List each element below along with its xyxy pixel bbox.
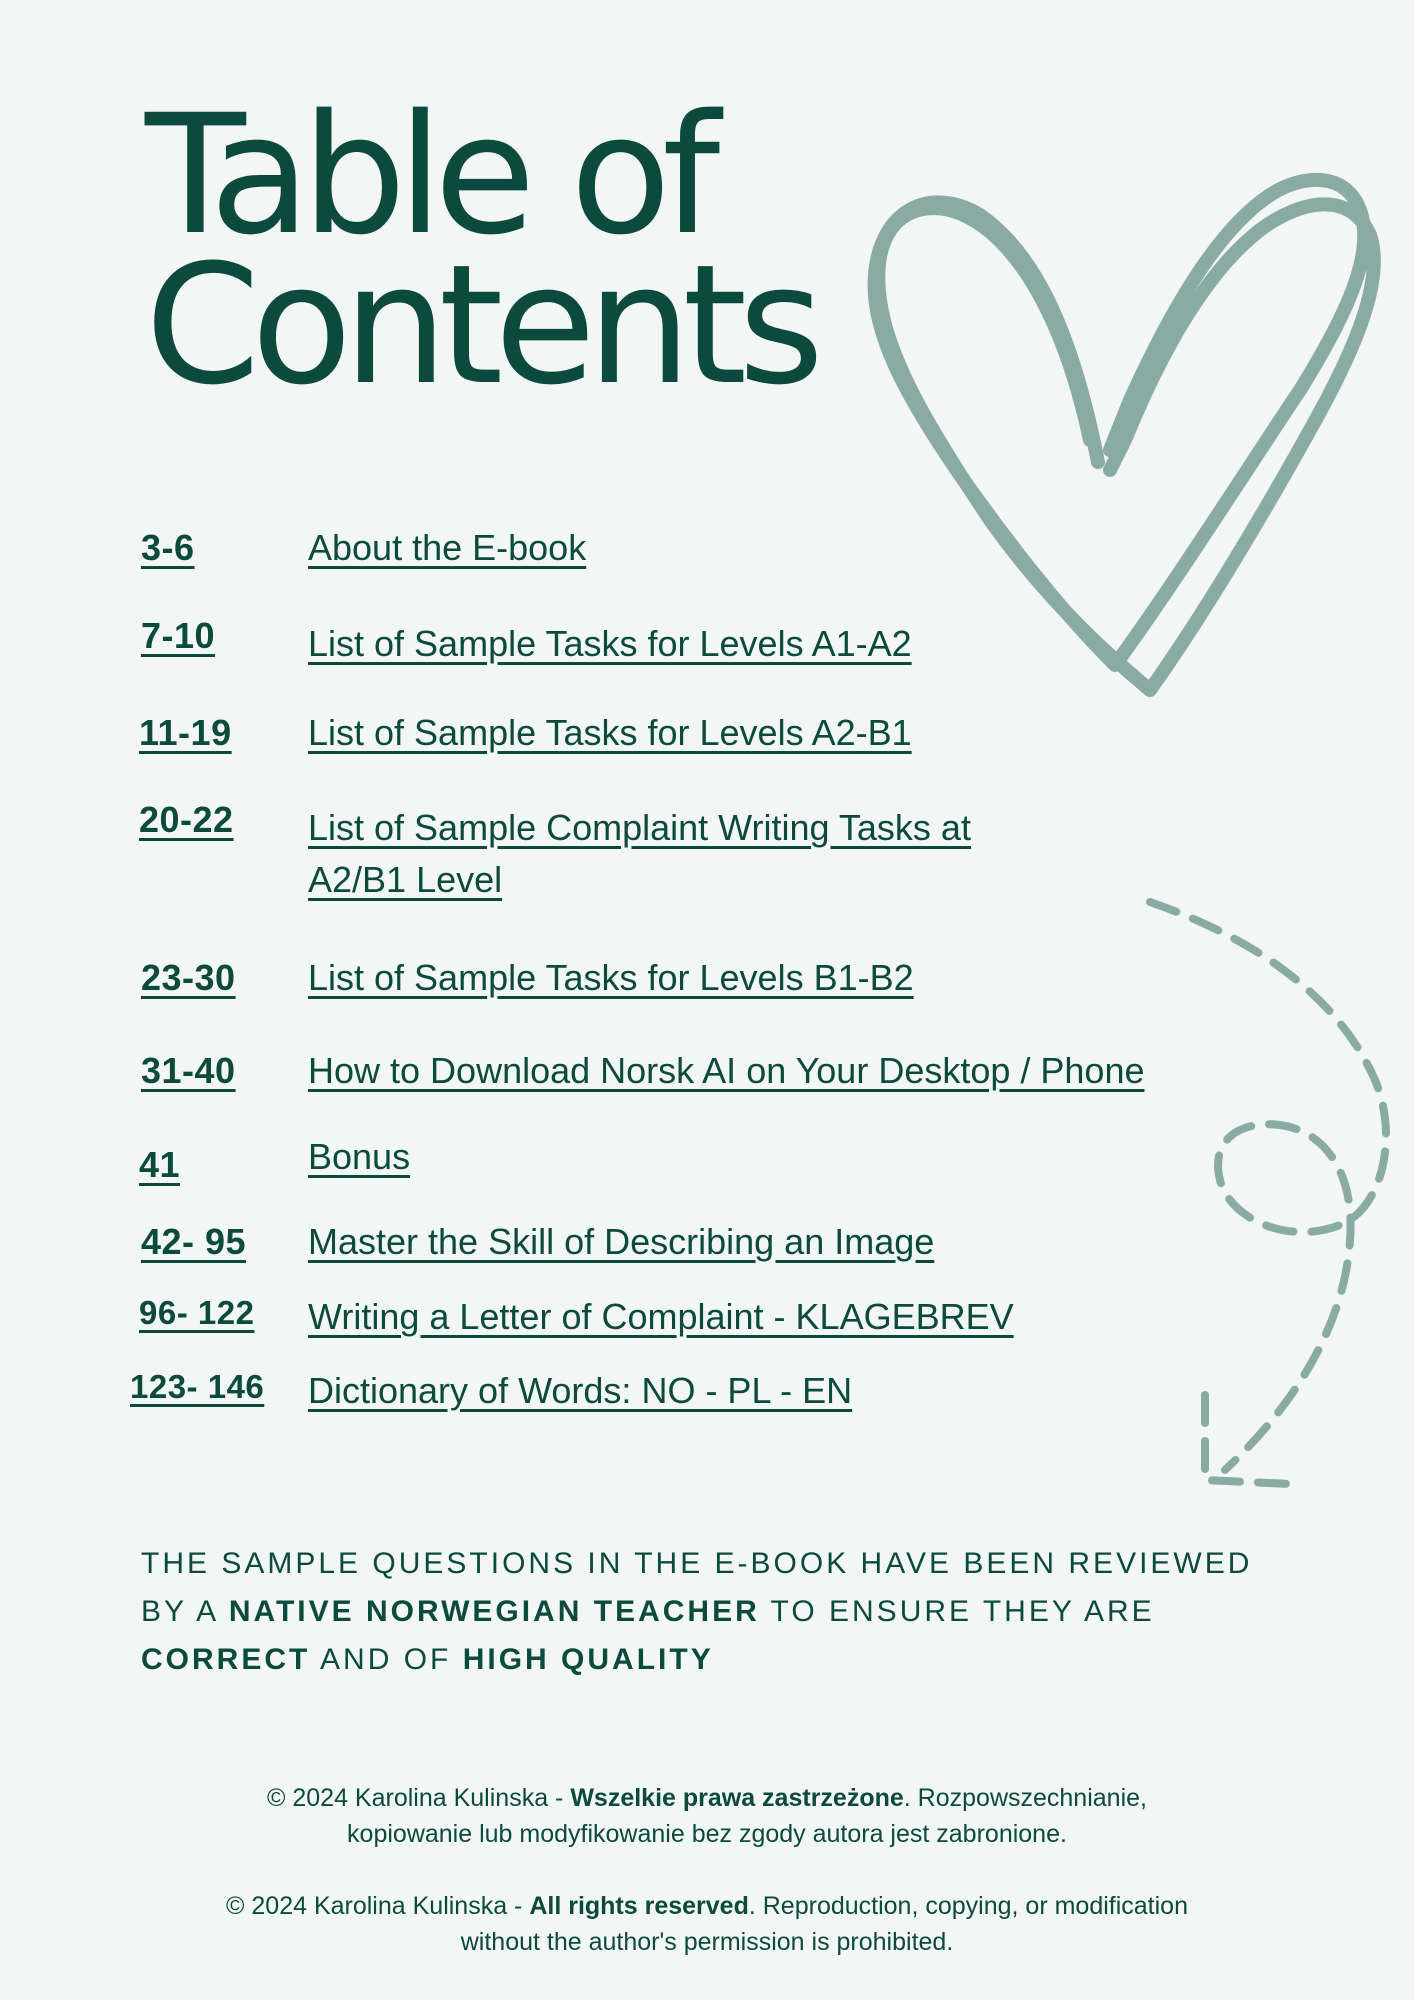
toc-link[interactable]: List of Sample Complaint Writing Tasks at: [308, 807, 971, 848]
toc-page-range: 7-10: [141, 615, 216, 656]
toc-link[interactable]: List of Sample Tasks for Levels A2-B1: [308, 712, 912, 753]
toc-page-range: 42- 95: [141, 1221, 247, 1262]
title-line-2: Contents: [145, 229, 816, 421]
toc-page-range: 3-6: [141, 527, 195, 568]
toc-link-continued[interactable]: A2/B1 Level: [308, 859, 503, 900]
toc-link[interactable]: Master the Skill of Describing an Image: [308, 1221, 935, 1262]
copyright-english: [0, 1888, 1414, 1960]
note-emphasis: CORRECT: [141, 1643, 311, 1676]
toc-link[interactable]: Bonus: [308, 1136, 411, 1177]
review-note: [141, 1540, 1261, 1684]
note-text: TO ENSURE THEY ARE: [759, 1595, 1155, 1628]
title-line-1: Table of: [145, 79, 712, 271]
page-title: [145, 79, 816, 421]
toc-link[interactable]: How to Download Norsk AI on Your Desktop / Phone: [308, 1050, 1145, 1091]
copyright-prefix: © 2024 Karolina Kulinska -: [267, 1784, 571, 1812]
toc-page-range: 11-19: [139, 712, 232, 753]
toc-page-range: 123- 146: [130, 1368, 265, 1405]
copyright-prefix: © 2024 Karolina Kulinska -: [226, 1892, 530, 1920]
copyright-line-2: without the author's permission is prohibited.: [460, 1928, 954, 1956]
toc-link[interactable]: List of Sample Tasks for Levels B1-B2: [308, 957, 914, 998]
toc-link[interactable]: About the E-book: [308, 527, 587, 568]
toc-page-range: 96- 122: [139, 1294, 255, 1331]
toc-page-range: 20-22: [139, 799, 234, 840]
toc-page-range: 31-40: [141, 1050, 236, 1091]
copyright-bold: All rights reserved: [529, 1892, 749, 1920]
toc-link[interactable]: Dictionary of Words: NO - PL - EN: [308, 1370, 853, 1411]
note-text: THE SAMPLE QUESTIONS IN THE E-BOOK HAVE BEEN REVIEWED BY A: [141, 1547, 1253, 1628]
copyright-polish: [0, 1780, 1414, 1852]
copyright-line-2: kopiowanie lub modyfikowanie bez zgody autora jest zabronione.: [347, 1820, 1067, 1848]
note-emphasis: NATIVE NORWEGIAN TEACHER: [228, 1595, 760, 1628]
copyright-bold: Wszelkie prawa zastrzeżone: [570, 1784, 904, 1812]
note-text: AND OF: [310, 1643, 463, 1676]
copyright-suffix: . Rozpowszechnianie,: [903, 1784, 1147, 1812]
toc-page-range: 41: [139, 1144, 181, 1185]
note-emphasis: HIGH QUALITY: [462, 1643, 714, 1676]
copyright-line: [0, 1780, 1414, 1816]
toc-link[interactable]: Writing a Letter of Complaint - KLAGEBREV: [308, 1296, 1014, 1337]
copyright-line: [0, 1888, 1414, 1924]
toc-link[interactable]: List of Sample Tasks for Levels A1-A2: [308, 623, 912, 664]
copyright-suffix: . Reproduction, copying, or modification: [748, 1892, 1188, 1920]
toc-page-range: 23-30: [141, 957, 236, 998]
